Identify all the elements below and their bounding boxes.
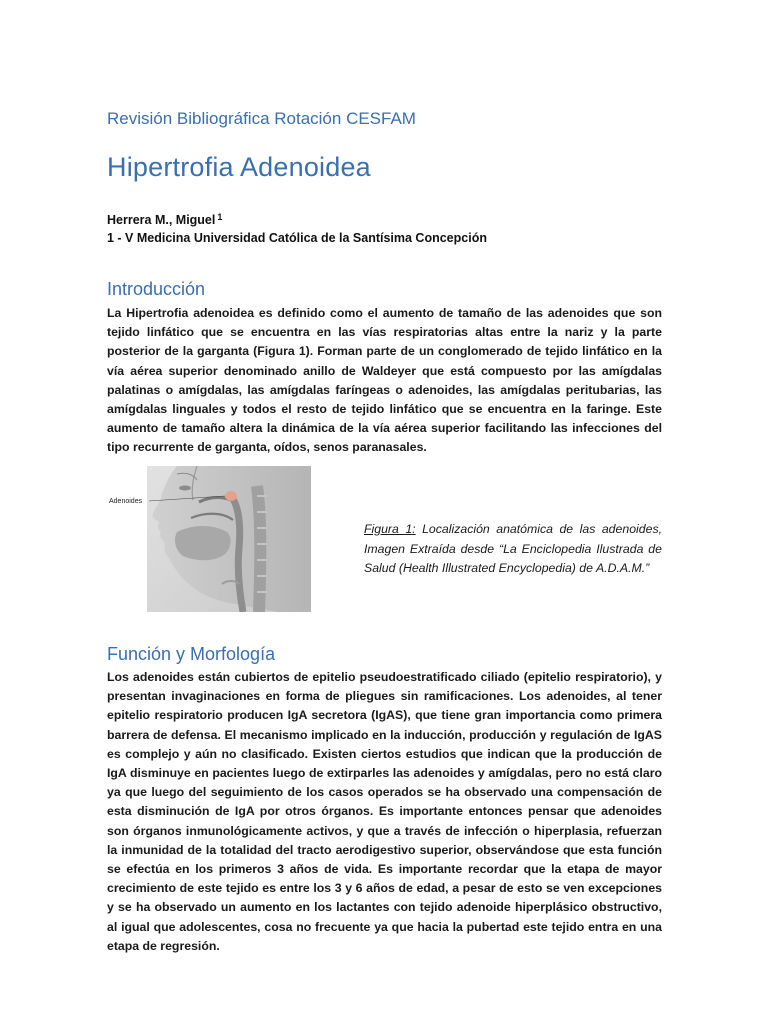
paragraph-funcion-morfologia: Los adenoides están cubiertos de epitelio pseudoestratificado ciliado (epitelio respiratorio), y presentan invaginaciones en forma de pliegues sin ramificaciones. Los adenoides, al tener epitelio respiratorio producen IgA secretora (IgAS), que tiene gran importancia como primera barrera de defensa. El mecanismo implicado en la inducción, producción y regulación de IgAS es complejo y aún no clasificado. Existen ciertos estudios que indican que la producción de IgA disminuye en pacientes luego de extirparles las adenoides y amígdalas, pero no está claro ya que luego del seguimiento de los casos operados se ha observado una compensación de esta disminución de IgA por otros órganos. Es importante entonces pensar que adenoides son órganos inmunológicamente activos, y que a través de infección o hiperplasia, refuerzan la inmunidad de la totalidad del tracto aerodigestivo superior, observándose que esta función se efectúa en los primeros 3 años de vida. Es importante recordar que la etapa de mayor crecimiento de este tejido es entre los 3 y 6 años de edad, a pesar de esto se ven excepciones y se ha observado un aumento en los lactantes con tejido adenoide hiperplásico obstructivo, al igual que adolescentes, cosa no frecuente ya que hacia la pubertad este tejido entra en una etapa de regresión. xyxy=(107,670,662,953)
tongue-shape xyxy=(175,526,231,560)
figure-caption-text: Localización anatómica de las adenoides, Imagen Extraída desde “La Enciclopedia Ilustrada de Salud (Health Illustrated Encyclopedia) de A.D.A.M.” xyxy=(364,522,663,575)
figure-caption-label: Figura 1: xyxy=(364,522,416,536)
adenoid-anatomy-figure xyxy=(107,466,311,612)
spine-shape xyxy=(257,486,260,612)
author-line xyxy=(107,208,667,229)
author-name: Herrera M., Miguel xyxy=(107,213,216,227)
figure-caption xyxy=(364,520,662,579)
affiliation: 1 - V Medicina Universidad Católica de la Santísima Concepción xyxy=(107,231,487,245)
author-block xyxy=(107,208,667,247)
figure-label-adenoides: Adenoides xyxy=(109,498,143,505)
paragraph-introduccion: La Hipertrofia adenoidea es definido como el aumento de tamaño de las adenoides que son tejido linfático que se encuentra en las vías respiratorias altas entre la nariz y la parte posterior de la garganta (Figura 1). Forman parte de un conglomerado de tejido linfático en la vía aérea superior denominado anillo de Waldeyer que está compuesto por las amígdalas palatinas o amígdalas, las amígdalas faríngeas o adenoides, las amígdalas peritubarias, las amígdalas linguales y todos el resto de tejido linfático que se encuentra en la faringe. Este aumento de tamaño altera la dinámica de la vía aérea superior facilitando las infecciones del tipo recurrente de garganta, oídos, senos paranasales. xyxy=(107,306,662,455)
heading-funcion-morfologia: Función y Morfología xyxy=(107,644,276,664)
document-title: Hipertrofia Adenoidea xyxy=(107,152,371,182)
series-title: Revisión Bibliográfica Rotación CESFAM xyxy=(107,109,416,128)
author-superscript: 1 xyxy=(217,212,223,222)
eye-shape xyxy=(179,486,191,491)
adenoid-highlight xyxy=(225,491,237,501)
heading-introduccion: Introducción xyxy=(107,279,206,299)
